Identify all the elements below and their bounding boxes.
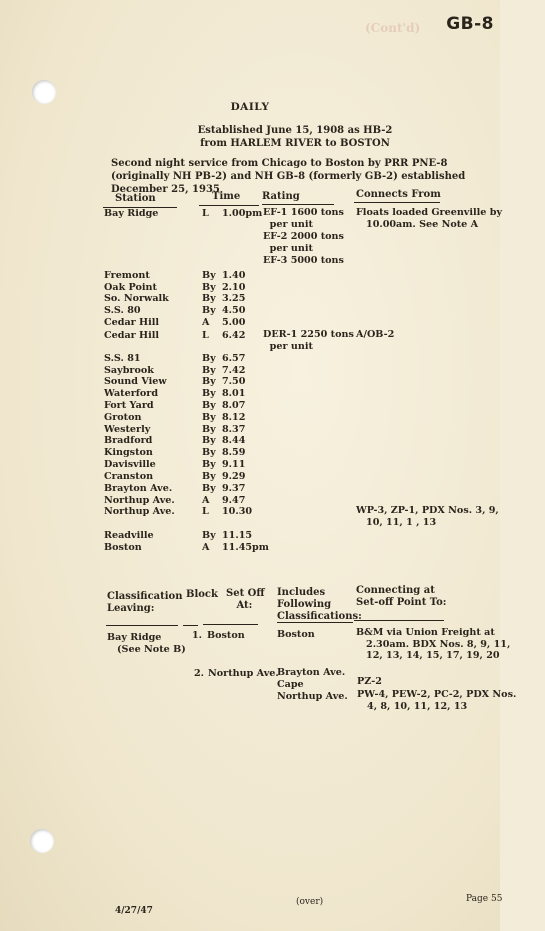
time-value: 7.50 bbox=[222, 376, 246, 387]
time-value: 1.00pm bbox=[222, 208, 263, 219]
class-row-2-block: 2. bbox=[194, 668, 205, 679]
rule-time bbox=[199, 205, 259, 206]
station-name: Waterford bbox=[104, 388, 159, 399]
rule-connecting bbox=[354, 620, 444, 621]
time-code: A bbox=[202, 495, 210, 506]
connects-text: A/OB-2 bbox=[356, 329, 395, 340]
station-name: Readville bbox=[104, 530, 154, 541]
class-row-1-includes: Boston bbox=[277, 629, 315, 640]
header-rating: Rating bbox=[262, 191, 300, 202]
rule-includes bbox=[277, 622, 353, 623]
footer-over: (over) bbox=[296, 897, 324, 907]
time-code: By bbox=[202, 400, 216, 411]
header-time: Time bbox=[212, 191, 241, 202]
station-name: Kingston bbox=[104, 447, 153, 458]
station-name: Boston bbox=[104, 542, 142, 553]
time-code: By bbox=[202, 376, 216, 387]
time-value: 9.47 bbox=[222, 495, 246, 506]
time-code: By bbox=[202, 353, 216, 364]
time-value: 6.57 bbox=[222, 353, 246, 364]
station-name: Fort Yard bbox=[104, 400, 154, 411]
time-code: By bbox=[202, 459, 216, 470]
class-row-2-includes: Brayton Ave. Cape Northup Ave. bbox=[277, 667, 348, 702]
station-name: Bradford bbox=[104, 435, 153, 446]
station-name: Northup Ave. bbox=[104, 506, 175, 517]
time-code: By bbox=[202, 305, 216, 316]
connects-text: WP-3, ZP-1, PDX Nos. 3, 9, 10, 11, 1 , 13 bbox=[356, 505, 499, 528]
time-value: 8.44 bbox=[222, 435, 246, 446]
time-code: By bbox=[202, 270, 216, 281]
station-name: Bay Ridge bbox=[104, 208, 159, 219]
station-name: Northup Ave. bbox=[104, 495, 175, 506]
time-code: By bbox=[202, 483, 216, 494]
station-name: Oak Point bbox=[104, 282, 157, 293]
time-value: 6.42 bbox=[222, 330, 246, 341]
station-name: Cedar Hill bbox=[104, 330, 160, 341]
faint-stamp: (Cont'd) bbox=[365, 21, 421, 35]
class-row-1-block: 1. bbox=[192, 630, 203, 641]
time-value: 8.01 bbox=[222, 388, 246, 399]
page-code: GB-8 bbox=[446, 14, 494, 34]
time-code: By bbox=[202, 412, 216, 423]
time-value: 8.59 bbox=[222, 447, 246, 458]
time-value: 5.00 bbox=[222, 317, 246, 328]
time-value: 9.37 bbox=[222, 483, 246, 494]
time-code: A bbox=[202, 317, 210, 328]
time-value: 11.45pm bbox=[222, 542, 269, 553]
time-value: 4.50 bbox=[222, 305, 246, 316]
time-value: 1.40 bbox=[222, 270, 246, 281]
header-station: Station bbox=[115, 193, 156, 204]
station-name: S.S. 81 bbox=[104, 353, 141, 364]
station-name: S.S. 80 bbox=[104, 305, 141, 316]
time-code: L bbox=[202, 208, 209, 219]
time-code: By bbox=[202, 365, 216, 376]
station-name: Westerly bbox=[104, 424, 151, 435]
rating-text: DER-1 2250 tons per unit bbox=[263, 329, 354, 352]
rule-connects bbox=[354, 202, 440, 203]
station-name: Cranston bbox=[104, 471, 154, 482]
time-code: By bbox=[202, 388, 216, 399]
class-row-1-classification: Bay Ridge (See Note B) bbox=[107, 632, 186, 655]
service-paragraph: Second night service from Chicago to Boston by PRR PNE-8 (originally NH PB-2) and NH GB-8 (formerly GB-2) established December 25, 1935 bbox=[111, 158, 466, 195]
rating-text: EF-1 1600 tons per unit EF-2 2000 tons per unit EF-3 5000 tons bbox=[263, 207, 344, 266]
rule-block bbox=[183, 625, 198, 626]
time-code: L bbox=[202, 330, 209, 341]
class-header-classification: Classification Leaving: bbox=[107, 591, 183, 614]
class-row-1-connecting: B&M via Union Freight at 2.30am. BDX Nos. 8, 9, 11, 12, 13, 14, 15, 17, 19, 20 bbox=[356, 627, 511, 661]
time-value: 2.10 bbox=[222, 282, 246, 293]
connects-text: Floats loaded Greenville by 10.00am. See Note A bbox=[356, 207, 503, 230]
station-name: Sound View bbox=[104, 376, 167, 387]
time-code: By bbox=[202, 447, 216, 458]
station-name: Groton bbox=[104, 412, 142, 423]
schedule-title: DAILY bbox=[230, 101, 270, 113]
binder-hole-bottom bbox=[30, 829, 54, 853]
established-line-2: from HARLEM RIVER to BOSTON bbox=[200, 138, 390, 149]
time-value: 8.07 bbox=[222, 400, 246, 411]
rule-class bbox=[106, 625, 178, 626]
footer-date: 4/27/47 bbox=[115, 906, 153, 916]
time-value: 10.30 bbox=[222, 506, 253, 517]
class-header-setoff: Set Off At: bbox=[226, 588, 265, 611]
class-row-1-setoff: Boston bbox=[207, 630, 245, 641]
time-value: 3.25 bbox=[222, 293, 246, 304]
station-name: Cedar Hill bbox=[104, 317, 160, 328]
class-header-connecting: Connecting at Set-off Point To: bbox=[356, 585, 447, 608]
time-code: By bbox=[202, 293, 216, 304]
time-code: By bbox=[202, 530, 216, 541]
class-row-2-setoff: Northup Ave. bbox=[208, 668, 279, 679]
station-name: Fremont bbox=[104, 270, 150, 281]
time-value: 9.29 bbox=[222, 471, 246, 482]
rule-rating bbox=[262, 204, 334, 205]
station-name: Brayton Ave. bbox=[104, 483, 173, 494]
rule-setoff bbox=[203, 624, 258, 625]
time-code: By bbox=[202, 471, 216, 482]
station-name: So. Norwalk bbox=[104, 293, 169, 304]
time-value: 7.42 bbox=[222, 365, 246, 376]
time-value: 8.12 bbox=[222, 412, 246, 423]
time-code: L bbox=[202, 506, 209, 517]
time-value: 9.11 bbox=[222, 459, 246, 470]
time-code: By bbox=[202, 435, 216, 446]
time-value: 8.37 bbox=[222, 424, 246, 435]
station-name: Davisville bbox=[104, 459, 156, 470]
header-connects: Connects From bbox=[356, 189, 441, 200]
station-name: Saybrook bbox=[104, 365, 154, 376]
footer-page: Page 55 bbox=[466, 894, 503, 904]
class-header-block: Block bbox=[186, 589, 218, 600]
established-line-1: Established June 15, 1908 as HB-2 bbox=[197, 125, 393, 136]
time-code: By bbox=[202, 282, 216, 293]
time-code: By bbox=[202, 424, 216, 435]
time-value: 11.15 bbox=[222, 530, 253, 541]
time-code: A bbox=[202, 542, 210, 553]
class-header-includes: Includes Following Classifications: bbox=[277, 587, 362, 622]
class-row-2-connecting: PZ-2 PW-4, PEW-2, PC-2, PDX Nos. 4, 8, 10, 11, 12, 13 bbox=[357, 676, 517, 712]
